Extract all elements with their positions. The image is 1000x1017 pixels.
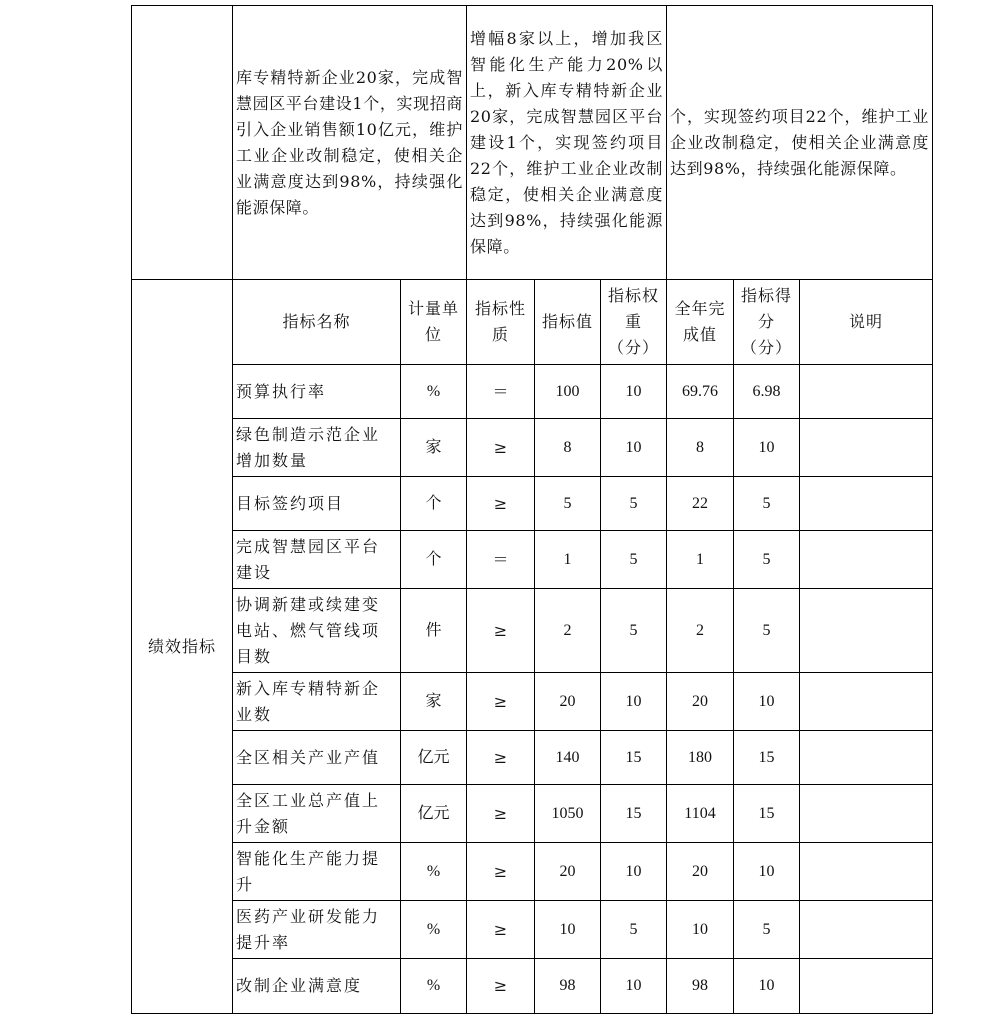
indicator-nature: ≥ bbox=[467, 477, 535, 531]
indicator-score: 10 bbox=[734, 959, 800, 1014]
indicator-name: 改制企业满意度 bbox=[233, 959, 401, 1014]
indicator-weight: 10 bbox=[601, 843, 667, 901]
indicator-note bbox=[800, 673, 933, 731]
indicator-score: 10 bbox=[734, 673, 800, 731]
indicator-name: 医药产业研发能力提升率 bbox=[233, 901, 401, 959]
table-row bbox=[132, 365, 933, 419]
indicator-actual: 1104 bbox=[667, 785, 734, 843]
indicator-name: 全区相关产业产值 bbox=[233, 731, 401, 785]
header-actual: 全年完成值 bbox=[667, 280, 734, 365]
indicator-note bbox=[800, 531, 933, 589]
indicator-note bbox=[800, 365, 933, 419]
indicator-weight: 10 bbox=[601, 959, 667, 1014]
goal-text-1: 库专精特新企业20家，完成智慧园区平台建设1个，实现招商引入企业销售额10亿元，维护工业企业改制稳定，使相关企业满意度达到98%，持续强化能源保障。 bbox=[233, 6, 467, 280]
indicator-score: 5 bbox=[734, 901, 800, 959]
indicator-score: 10 bbox=[734, 419, 800, 477]
performance-table bbox=[131, 5, 933, 1014]
table-row bbox=[132, 785, 933, 843]
indicator-score: 15 bbox=[734, 731, 800, 785]
indicator-score: 5 bbox=[734, 589, 800, 673]
indicator-target: 1 bbox=[535, 531, 601, 589]
goal-text-2: 增幅8家以上，增加我区智能化生产能力20%以上，新入库专精特新企业20家，完成智慧园区平台建设1个，实现签约项目22个，维护工业企业改制稳定，使相关企业满意度达到98%，持续强化能源保障。 bbox=[467, 6, 667, 280]
indicator-note bbox=[800, 843, 933, 901]
table-row bbox=[132, 419, 933, 477]
indicator-unit: 亿元 bbox=[401, 731, 467, 785]
indicator-unit: % bbox=[401, 901, 467, 959]
goal-category-cell bbox=[132, 6, 233, 280]
indicator-name: 协调新建或续建变电站、燃气管线项目数 bbox=[233, 589, 401, 673]
indicator-score: 10 bbox=[734, 843, 800, 901]
indicator-target: 2 bbox=[535, 589, 601, 673]
indicator-note bbox=[800, 731, 933, 785]
header-nature: 指标性质 bbox=[467, 280, 535, 365]
indicator-nature: ≥ bbox=[467, 901, 535, 959]
indicator-target: 10 bbox=[535, 901, 601, 959]
category-label: 绩效指标 bbox=[132, 280, 233, 1014]
indicator-target: 1050 bbox=[535, 785, 601, 843]
indicator-actual: 1 bbox=[667, 531, 734, 589]
indicator-unit: 件 bbox=[401, 589, 467, 673]
indicator-target: 8 bbox=[535, 419, 601, 477]
indicator-score: 15 bbox=[734, 785, 800, 843]
table-row bbox=[132, 901, 933, 959]
indicator-nature: ＝ bbox=[467, 365, 535, 419]
indicator-unit: 家 bbox=[401, 673, 467, 731]
indicator-actual: 2 bbox=[667, 589, 734, 673]
indicator-actual: 69.76 bbox=[667, 365, 734, 419]
indicator-actual: 10 bbox=[667, 901, 734, 959]
indicator-nature: ≥ bbox=[467, 673, 535, 731]
indicator-target: 140 bbox=[535, 731, 601, 785]
indicator-actual: 98 bbox=[667, 959, 734, 1014]
indicator-note bbox=[800, 901, 933, 959]
indicator-weight: 10 bbox=[601, 673, 667, 731]
indicator-note bbox=[800, 419, 933, 477]
indicator-score: 6.98 bbox=[734, 365, 800, 419]
indicator-nature: ≥ bbox=[467, 785, 535, 843]
indicator-score: 5 bbox=[734, 531, 800, 589]
header-weight: 指标权重（分） bbox=[601, 280, 667, 365]
goal-text-3: 个，实现签约项目22个，维护工业企业改制稳定，使相关企业满意度达到98%，持续强化能源保障。 bbox=[667, 6, 933, 280]
indicator-name: 预算执行率 bbox=[233, 365, 401, 419]
indicator-name: 目标签约项目 bbox=[233, 477, 401, 531]
indicator-target: 20 bbox=[535, 673, 601, 731]
header-unit: 计量单位 bbox=[401, 280, 467, 365]
indicator-note bbox=[800, 589, 933, 673]
indicator-name: 智能化生产能力提升 bbox=[233, 843, 401, 901]
indicator-target: 98 bbox=[535, 959, 601, 1014]
indicator-actual: 180 bbox=[667, 731, 734, 785]
indicator-weight: 5 bbox=[601, 477, 667, 531]
indicator-target: 5 bbox=[535, 477, 601, 531]
indicator-nature: ≥ bbox=[467, 589, 535, 673]
table-row bbox=[132, 843, 933, 901]
indicator-weight: 5 bbox=[601, 589, 667, 673]
header-score: 指标得分（分） bbox=[734, 280, 800, 365]
indicator-note bbox=[800, 477, 933, 531]
indicator-actual: 22 bbox=[667, 477, 734, 531]
table-row bbox=[132, 477, 933, 531]
indicator-name: 绿色制造示范企业增加数量 bbox=[233, 419, 401, 477]
indicator-name: 新入库专精特新企业数 bbox=[233, 673, 401, 731]
indicator-weight: 5 bbox=[601, 531, 667, 589]
table-row bbox=[132, 673, 933, 731]
indicator-actual: 8 bbox=[667, 419, 734, 477]
indicator-nature: ≥ bbox=[467, 843, 535, 901]
indicator-actual: 20 bbox=[667, 673, 734, 731]
indicator-weight: 15 bbox=[601, 731, 667, 785]
indicator-note bbox=[800, 785, 933, 843]
indicator-unit: % bbox=[401, 843, 467, 901]
indicator-weight: 10 bbox=[601, 419, 667, 477]
header-name: 指标名称 bbox=[233, 280, 401, 365]
indicator-name: 全区工业总产值上升金额 bbox=[233, 785, 401, 843]
indicator-nature: ≥ bbox=[467, 959, 535, 1014]
indicator-actual: 20 bbox=[667, 843, 734, 901]
indicator-weight: 10 bbox=[601, 365, 667, 419]
table-row bbox=[132, 959, 933, 1014]
indicator-unit: 家 bbox=[401, 419, 467, 477]
indicator-target: 100 bbox=[535, 365, 601, 419]
indicator-nature: ＝ bbox=[467, 531, 535, 589]
indicator-nature: ≥ bbox=[467, 419, 535, 477]
goal-row bbox=[132, 6, 933, 280]
indicator-score: 5 bbox=[734, 477, 800, 531]
indicator-weight: 15 bbox=[601, 785, 667, 843]
header-target: 指标值 bbox=[535, 280, 601, 365]
indicator-unit: 个 bbox=[401, 531, 467, 589]
indicator-unit: % bbox=[401, 365, 467, 419]
indicator-target: 20 bbox=[535, 843, 601, 901]
table-row bbox=[132, 531, 933, 589]
indicator-unit: 亿元 bbox=[401, 785, 467, 843]
header-row bbox=[132, 280, 933, 365]
table-row bbox=[132, 589, 933, 673]
indicator-weight: 5 bbox=[601, 901, 667, 959]
indicator-name: 完成智慧园区平台建设 bbox=[233, 531, 401, 589]
table-row bbox=[132, 731, 933, 785]
indicator-unit: % bbox=[401, 959, 467, 1014]
header-note: 说明 bbox=[800, 280, 933, 365]
indicator-unit: 个 bbox=[401, 477, 467, 531]
indicator-nature: ≥ bbox=[467, 731, 535, 785]
indicator-note bbox=[800, 959, 933, 1014]
